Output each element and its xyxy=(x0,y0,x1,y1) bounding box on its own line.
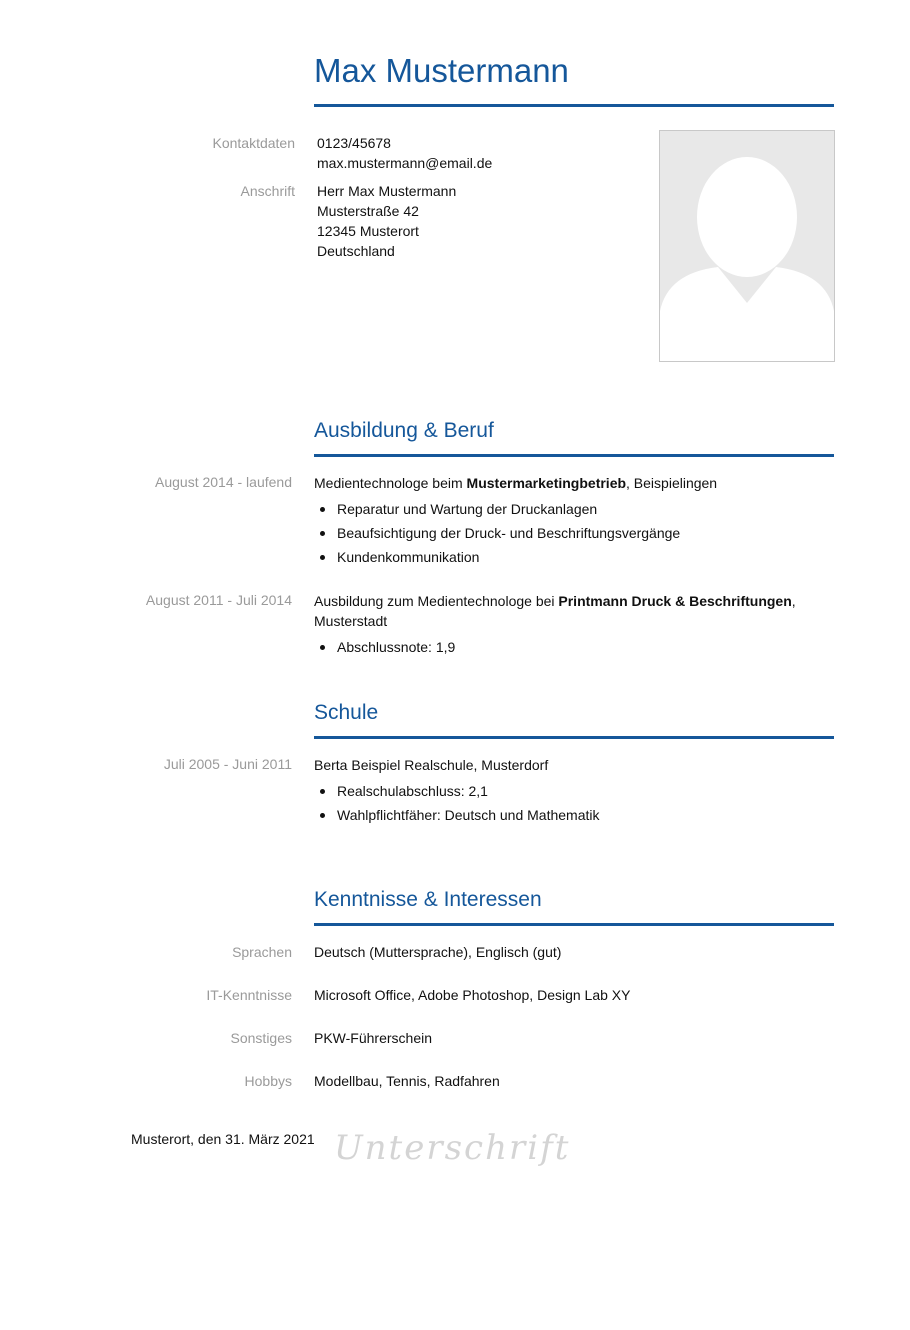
list-item: Wahlpflichtfäher: Deutsch und Mathematik xyxy=(314,803,834,827)
school-date: Juli 2005 - Juni 2011 xyxy=(163,756,292,772)
list-item: Reparatur und Wartung der Druckanlagen xyxy=(314,497,834,521)
contact-email: max.mustermann@email.de xyxy=(317,155,493,171)
career-location: , Musterstadt xyxy=(314,593,796,629)
profile-photo xyxy=(659,130,835,362)
place-date: Musterort, den 31. März 2021 xyxy=(131,1131,315,1147)
career-text: Medientechnologe beim xyxy=(314,475,467,491)
skills-label: Hobbys xyxy=(244,1073,292,1089)
career-employer: Mustermarketingbetrieb xyxy=(466,475,627,491)
skills-label: Sonstiges xyxy=(230,1030,292,1046)
career-entry xyxy=(314,473,834,569)
signature: Unterschrift xyxy=(334,1128,571,1168)
cv-name: Max Mustermann xyxy=(314,52,569,89)
career-employer: Printmann Druck & Beschriftungen xyxy=(558,593,792,609)
career-entry xyxy=(314,591,834,659)
skills-value: Modellbau, Tennis, Radfahren xyxy=(314,1073,500,1089)
header-divider xyxy=(314,104,834,107)
skills-label: Sprachen xyxy=(232,944,292,960)
career-text: Ausbildung zum Medientechnologe bei xyxy=(314,593,559,609)
address-line: 12345 Musterort xyxy=(317,223,419,239)
section-title-skills: Kenntnisse & Interessen xyxy=(314,888,542,911)
address-line: Herr Max Mustermann xyxy=(317,183,457,199)
address-label: Anschrift xyxy=(240,183,295,199)
contact-label: Kontaktdaten xyxy=(212,135,295,151)
list-item: Kundenkommunikation xyxy=(314,545,834,569)
list-item: Realschulabschluss: 2,1 xyxy=(314,779,834,803)
career-location: , Beispielingen xyxy=(626,475,718,491)
section-divider xyxy=(314,454,834,457)
section-divider xyxy=(314,923,834,926)
section-divider xyxy=(314,736,834,739)
address-line: Musterstraße 42 xyxy=(317,203,419,219)
skills-value: PKW-Führerschein xyxy=(314,1030,433,1046)
school-text: Berta Beispiel Realschule, Musterdorf xyxy=(314,757,549,773)
skills-label: IT-Kenntnisse xyxy=(206,987,292,1003)
career-date: August 2014 - laufend xyxy=(155,474,292,490)
school-entry xyxy=(314,755,834,827)
skills-value: Microsoft Office, Adobe Photoshop, Design Lab XY xyxy=(314,987,631,1003)
list-item: Beaufsichtigung der Druck- und Beschriftungsvergänge xyxy=(314,521,834,545)
skills-value: Deutsch (Muttersprache), Englisch (gut) xyxy=(314,944,562,960)
section-title-career: Ausbildung & Beruf xyxy=(314,419,494,442)
section-title-school: Schule xyxy=(314,701,379,724)
list-item: Abschlussnote: 1,9 xyxy=(314,635,834,659)
person-silhouette-icon xyxy=(660,131,834,361)
career-date: August 2011 - Juli 2014 xyxy=(145,592,292,608)
address-line: Deutschland xyxy=(317,243,395,259)
contact-phone: 0123/45678 xyxy=(317,135,391,151)
